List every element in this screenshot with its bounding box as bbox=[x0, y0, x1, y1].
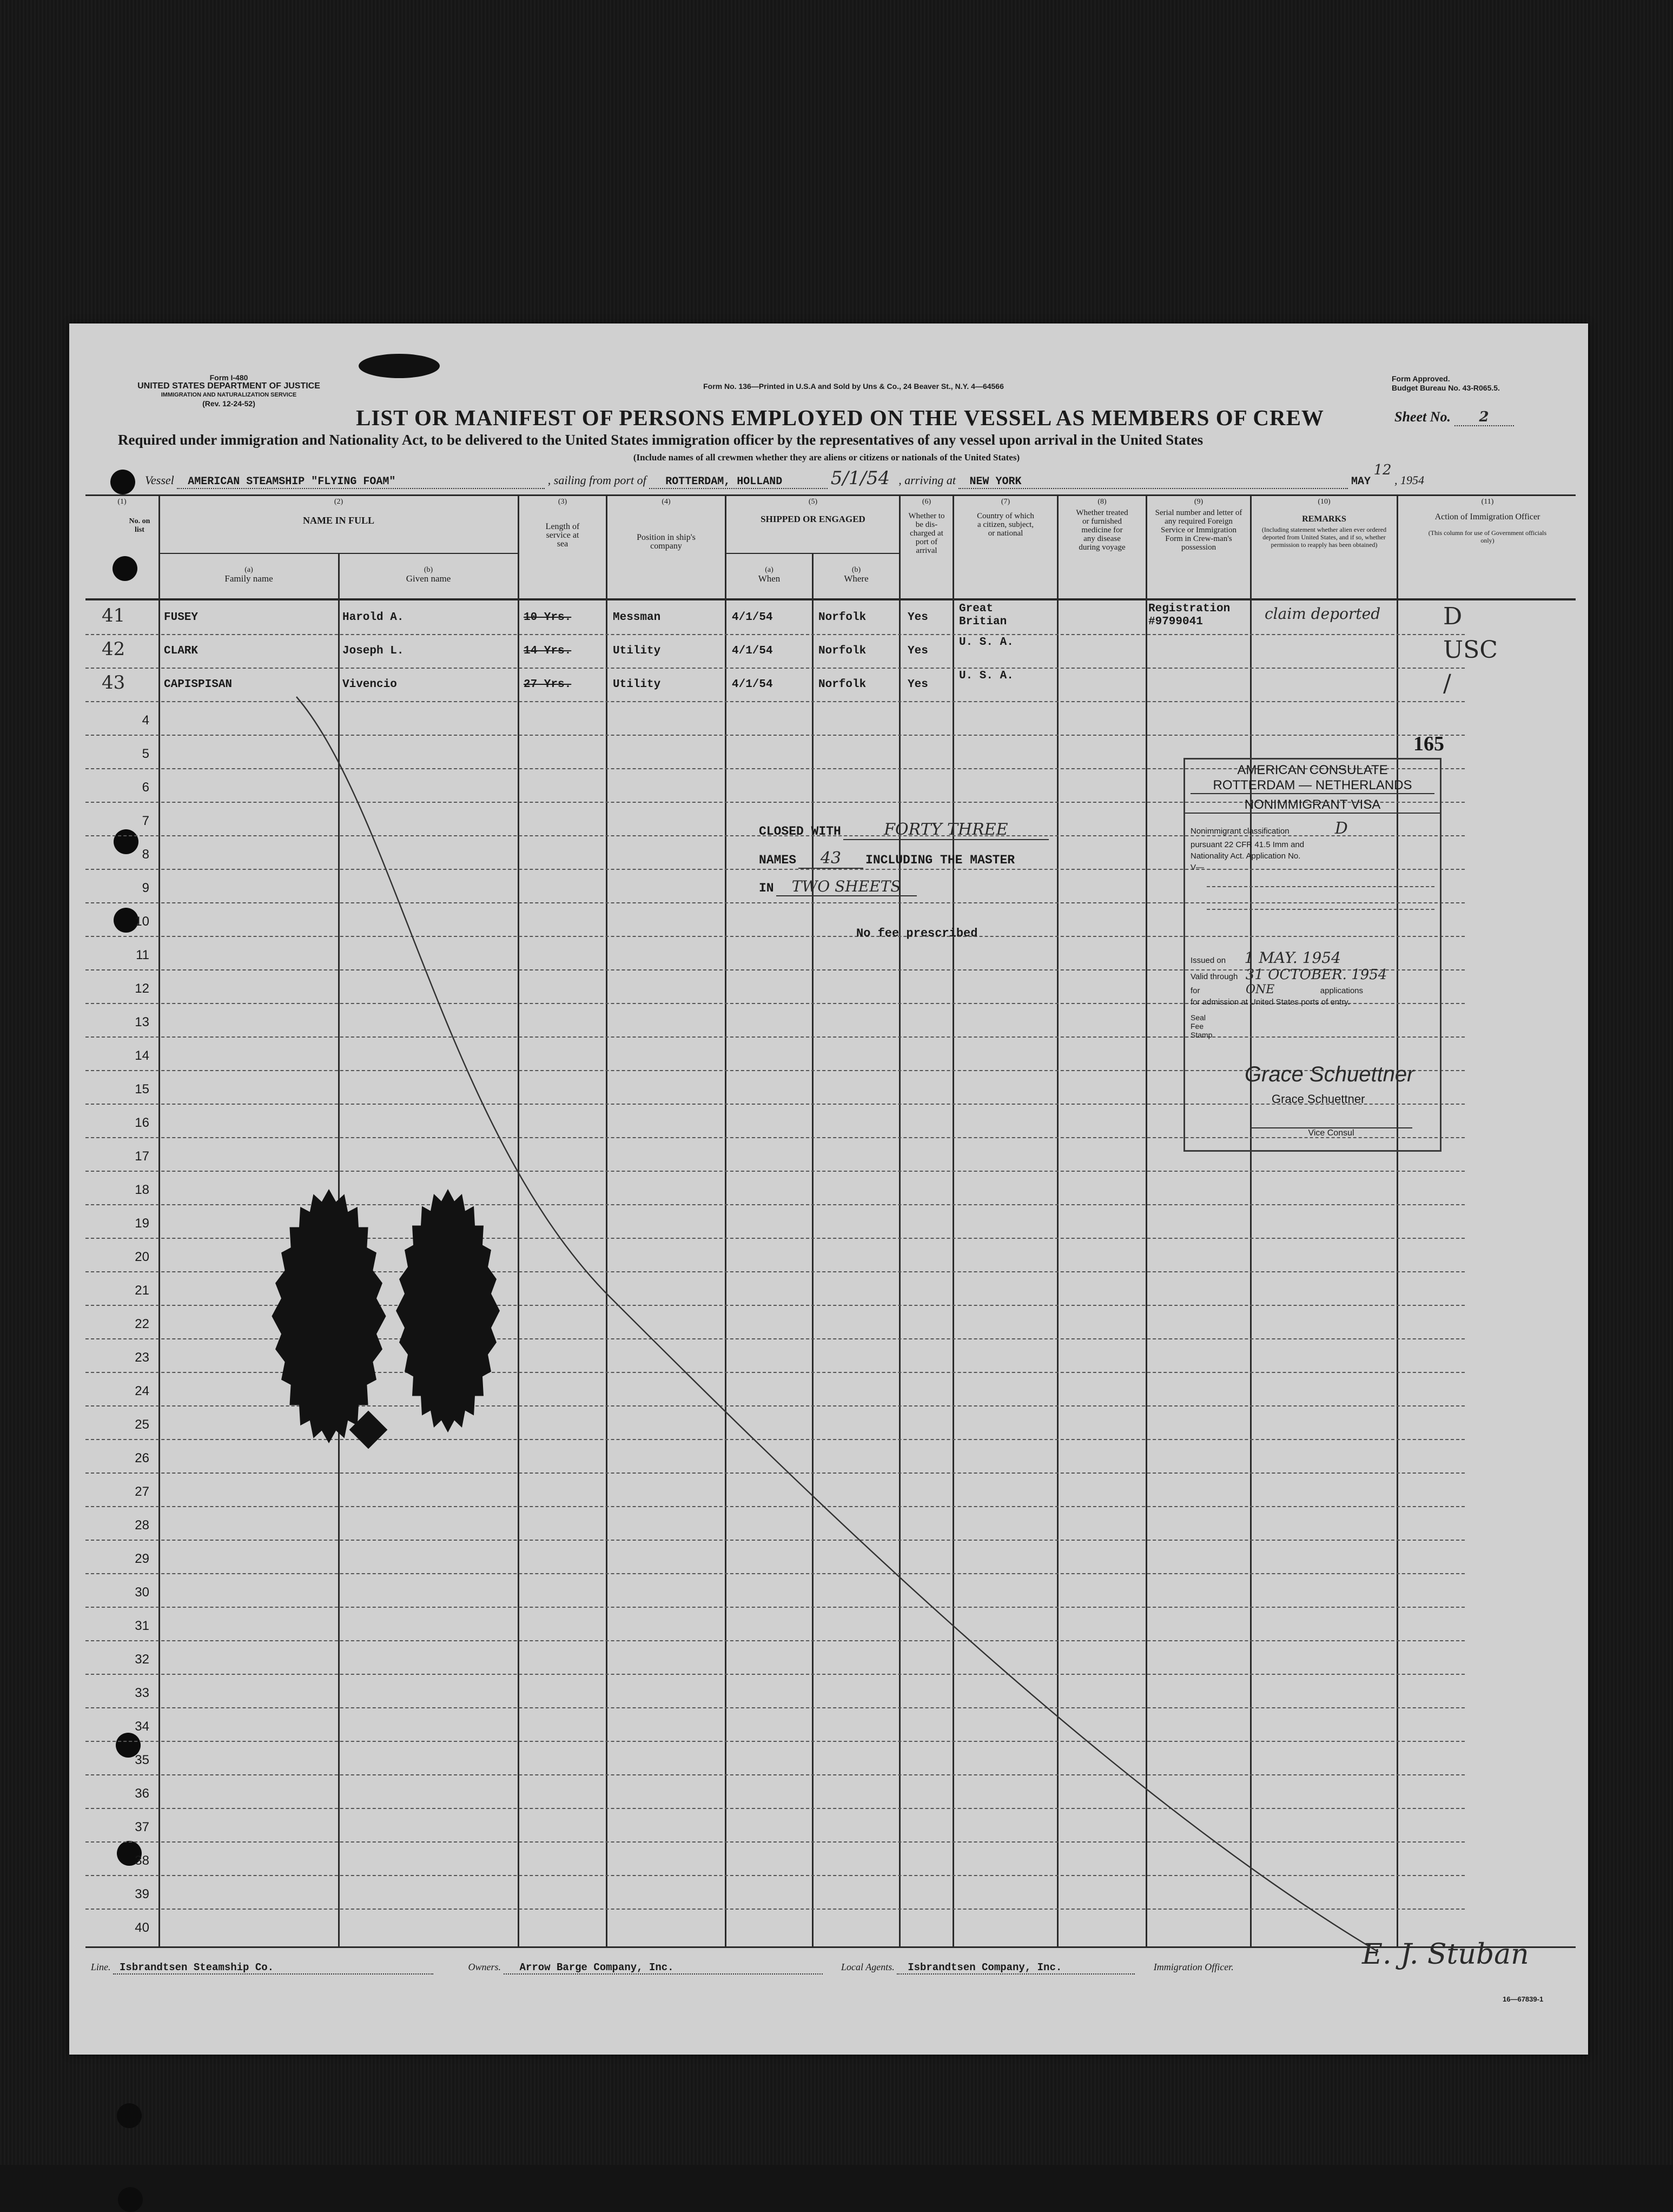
entry-shipped-where: Norfolk bbox=[818, 678, 867, 691]
row-number: 30 bbox=[135, 1585, 149, 1600]
col1-header: No. on list bbox=[129, 517, 150, 534]
col8-number: (8) bbox=[1097, 498, 1107, 506]
col2b-number: (b) bbox=[424, 566, 433, 574]
entry-country: U. S. A. bbox=[959, 670, 1014, 682]
row-number: 26 bbox=[135, 1451, 149, 1465]
vessel-name: AMERICAN STEAMSHIP "FLYING FOAM" bbox=[177, 476, 545, 489]
row-number: 7 bbox=[142, 814, 149, 828]
punch-hole bbox=[117, 2103, 142, 2128]
entry-given-name: Vivencio bbox=[342, 678, 397, 691]
names-label: NAMES bbox=[759, 853, 797, 867]
entry-number: 41 bbox=[102, 605, 125, 626]
printer-credit: Form No. 136—Printed in U.S.A and Sold by Uns & Co., 24 Beaver St., N.Y. 4—64566 bbox=[703, 382, 1004, 391]
page-stamp-number: 165 bbox=[1413, 732, 1444, 755]
local-agents-label: Local Agents. bbox=[841, 1962, 895, 1972]
immigration-officer-signature: E. J. Stuban bbox=[1362, 1938, 1529, 1971]
col10-note: (Including statement whether alien ever ordered deported from United States, and if so, whether permission to reapply has been obtained) bbox=[1261, 526, 1387, 549]
visa-type: NONIMMIGRANT VISA bbox=[1185, 797, 1440, 814]
entry-family-name: CLARK bbox=[164, 645, 199, 657]
local-agents-value: Isbrandtsen Company, Inc. bbox=[897, 1962, 1135, 1975]
entry-immigration-action: / bbox=[1443, 670, 1451, 697]
row-number: 6 bbox=[142, 780, 149, 795]
row-number: 9 bbox=[142, 881, 149, 895]
visa-for-label: for bbox=[1191, 986, 1200, 995]
visa-admission: for admission at United States ports of entry. bbox=[1191, 998, 1350, 1007]
sheet-number-label: Sheet No. bbox=[1394, 409, 1451, 425]
including-master-label: INCLUDING THE MASTER bbox=[865, 853, 1015, 867]
arriving-label: , arriving at bbox=[898, 473, 956, 487]
entry-service-length: 10 Yrs. bbox=[524, 611, 572, 624]
col9-header: Serial number and letter of any required Foreign Service or Immigration Form in Crew-man's possession bbox=[1155, 509, 1242, 552]
entry-position: Utility bbox=[613, 678, 661, 691]
col2b-header: Given name bbox=[406, 573, 451, 584]
row-number: 16 bbox=[135, 1115, 149, 1130]
entry-given-name: Joseph L. bbox=[342, 645, 404, 657]
sailing-port: ROTTERDAM, HOLLAND bbox=[649, 476, 828, 489]
row-number: 22 bbox=[135, 1317, 149, 1331]
entry-family-name: FUSEY bbox=[164, 611, 199, 624]
col5b-number: (b) bbox=[851, 566, 861, 574]
row-number: 8 bbox=[142, 847, 149, 862]
col5a-header: When bbox=[758, 573, 781, 584]
sheet-number-value: 2 bbox=[1454, 409, 1514, 426]
entry-shipped-where: Norfolk bbox=[818, 645, 867, 657]
visa-valid-value: 31 OCTOBER. 1954 bbox=[1245, 967, 1387, 983]
entry-service-length: 14 Yrs. bbox=[524, 645, 572, 657]
row-number: 35 bbox=[135, 1753, 149, 1767]
entry-family-name: CAPISPISAN bbox=[164, 678, 233, 691]
col3-number: (3) bbox=[558, 498, 567, 506]
row-number: 12 bbox=[135, 981, 149, 996]
col7-header: Country of which a citizen, subject, or national bbox=[977, 512, 1034, 538]
row-number: 39 bbox=[135, 1887, 149, 1901]
arrival-year: , 1954 bbox=[1394, 473, 1425, 487]
col10-header: REMARKS bbox=[1302, 514, 1346, 524]
col5a-number: (a) bbox=[765, 566, 773, 574]
row-number: 14 bbox=[135, 1048, 149, 1063]
row-number: 38 bbox=[135, 1853, 149, 1868]
names-count: 43 bbox=[798, 849, 863, 869]
row-number: 23 bbox=[135, 1350, 149, 1365]
visa-issued-label: Issued on bbox=[1191, 956, 1226, 965]
entry-number: 42 bbox=[102, 638, 125, 660]
entry-position: Messman bbox=[613, 611, 661, 624]
entry-shipped-when: 4/1/54 bbox=[732, 678, 773, 691]
entry-country: U. S. A. bbox=[959, 636, 1014, 649]
visa-v-label: V— bbox=[1191, 863, 1205, 872]
row-number: 37 bbox=[135, 1820, 149, 1834]
row-number: 27 bbox=[135, 1484, 149, 1499]
visa-classification-label: Nonimmigrant classification bbox=[1191, 827, 1290, 836]
footer-code: 16—67839-1 bbox=[1503, 1995, 1544, 2003]
col7-number: (7) bbox=[1001, 498, 1010, 506]
visa-consulate: AMERICAN CONSULATE bbox=[1237, 763, 1388, 777]
row-number: 29 bbox=[135, 1551, 149, 1566]
row-number: 19 bbox=[135, 1216, 149, 1231]
immigration-officer-label: Immigration Officer. bbox=[1153, 1962, 1234, 1972]
row-number: 34 bbox=[135, 1719, 149, 1734]
row-number: 4 bbox=[142, 713, 149, 728]
row-number: 31 bbox=[135, 1619, 149, 1633]
service-name: IMMIGRATION AND NATURALIZATION SERVICE bbox=[161, 392, 297, 398]
sheets-count: TWO SHEETS bbox=[776, 877, 917, 896]
row-number: 13 bbox=[135, 1015, 149, 1029]
punch-hole bbox=[118, 2187, 143, 2212]
col9-number: (9) bbox=[1194, 498, 1203, 506]
visa-applications-label: applications bbox=[1320, 986, 1363, 995]
col6-number: (6) bbox=[922, 498, 931, 506]
form-subtitle: Required under immigration and Nationality Act, to be delivered to the United States immigration officer by the representatives of any vessel upon arrival in the United States bbox=[118, 432, 1203, 448]
visa-for-value: ONE bbox=[1245, 983, 1275, 996]
vice-consul-name: Grace Schuettner bbox=[1272, 1092, 1365, 1106]
visa-classification-value: D bbox=[1334, 819, 1348, 838]
col4-number: (4) bbox=[662, 498, 671, 506]
row-number: 40 bbox=[135, 1920, 149, 1935]
col10-number: (10) bbox=[1318, 498, 1331, 506]
row-number: 18 bbox=[135, 1183, 149, 1197]
closed-with-count: FORTY THREE bbox=[843, 820, 1049, 840]
visa-nationality: Nationality Act. Application No. bbox=[1191, 851, 1301, 861]
no-fee-stamp: No fee prescribed bbox=[856, 927, 978, 940]
col8-header: Whether treated or furnished medicine for any disease during voyage bbox=[1076, 509, 1128, 552]
entry-country: Great Britian bbox=[959, 603, 1007, 628]
nonimmigrant-visa-stamp bbox=[1183, 758, 1441, 1152]
row-number: 17 bbox=[135, 1149, 149, 1164]
row-number: 32 bbox=[135, 1652, 149, 1667]
arrival-month: MAY bbox=[1351, 476, 1371, 488]
department-name: UNITED STATES DEPARTMENT OF JUSTICE bbox=[137, 381, 320, 391]
in-label: IN bbox=[759, 881, 774, 895]
sailing-date: 5/1/54 bbox=[830, 467, 890, 489]
visa-location: ROTTERDAM — NETHERLANDS bbox=[1191, 778, 1434, 794]
visa-seal-label: Seal bbox=[1191, 1013, 1206, 1022]
col11-note: (This column for use of Government officials only) bbox=[1428, 529, 1547, 544]
arrival-port: NEW YORK bbox=[958, 476, 1348, 489]
visa-pursuant: pursuant 22 CFR 41.5 Imm and bbox=[1191, 840, 1305, 849]
entry-immigration-action: D bbox=[1443, 603, 1463, 630]
row-number: 33 bbox=[135, 1686, 149, 1700]
form-revision: (Rev. 12-24-52) bbox=[202, 399, 255, 408]
entry-service-length: 27 Yrs. bbox=[524, 678, 572, 691]
col5-number: (5) bbox=[808, 498, 818, 506]
visa-issued-value: 1 MAY. 1954 bbox=[1244, 949, 1341, 967]
owners-label: Owners. bbox=[468, 1962, 501, 1972]
row-number: 24 bbox=[135, 1384, 149, 1398]
closed-with-label: CLOSED WITH bbox=[759, 824, 841, 838]
vessel-label: Vessel bbox=[145, 473, 174, 487]
cancel-diagonal-line bbox=[69, 323, 1588, 2055]
row-number: 15 bbox=[135, 1082, 149, 1097]
row-number: 10 bbox=[135, 914, 149, 929]
entry-remarks: claim deported bbox=[1265, 605, 1381, 623]
col6-header: Whether to be dis-charged at port of arrival bbox=[908, 512, 945, 555]
row-number: 28 bbox=[135, 1518, 149, 1533]
visa-fee-label: Fee bbox=[1191, 1022, 1204, 1031]
entry-serial-number: Registration #9799041 bbox=[1148, 603, 1231, 628]
entry-discharged: Yes bbox=[908, 678, 928, 691]
owners-value: Arrow Barge Company, Inc. bbox=[504, 1962, 823, 1975]
row-number: 11 bbox=[136, 948, 149, 962]
row-number: 20 bbox=[135, 1250, 149, 1264]
col3-header: Length of service at sea bbox=[545, 522, 580, 549]
entry-number: 43 bbox=[102, 672, 125, 694]
col2-header: NAME IN FULL bbox=[302, 515, 374, 526]
entry-shipped-when: 4/1/54 bbox=[732, 645, 773, 657]
form-title: LIST OR MANIFEST OF PERSONS EMPLOYED ON THE VESSEL AS MEMBERS OF CREW bbox=[356, 405, 1324, 430]
col2a-header: Family name bbox=[224, 573, 273, 584]
crew-manifest-sheet bbox=[69, 323, 1588, 2055]
line-value: Isbrandtsen Steamship Co. bbox=[113, 1962, 433, 1975]
col5b-header: Where bbox=[844, 573, 869, 584]
entry-given-name: Harold A. bbox=[342, 611, 404, 624]
col5-header: SHIPPED OR ENGAGED bbox=[761, 514, 865, 524]
vice-consul-signature: Grace Schuettner bbox=[1245, 1062, 1414, 1086]
col11-number: (11) bbox=[1481, 498, 1494, 506]
entry-position: Utility bbox=[613, 645, 661, 657]
vice-consul-title: Vice Consul bbox=[1250, 1127, 1412, 1138]
form-approved: Form Approved. bbox=[1392, 374, 1450, 383]
row-number: 21 bbox=[135, 1283, 149, 1298]
form-subnote: (Include names of all crewmen whether they are aliens or citizens or nationals of the United States) bbox=[633, 452, 1020, 463]
line-label: Line. bbox=[91, 1962, 111, 1972]
entry-shipped-where: Norfolk bbox=[818, 611, 867, 624]
visa-valid-label: Valid through bbox=[1191, 972, 1238, 981]
entry-shipped-when: 4/1/54 bbox=[732, 611, 773, 624]
col1-number: (1) bbox=[117, 498, 127, 506]
entry-discharged: Yes bbox=[908, 645, 928, 657]
row-number: 36 bbox=[135, 1786, 149, 1801]
form-number: Form I-480 bbox=[209, 373, 248, 382]
col4-header: Position in ship's company bbox=[637, 533, 696, 551]
budget-bureau: Budget Bureau No. 43-R065.5. bbox=[1392, 384, 1500, 392]
row-number: 5 bbox=[142, 747, 149, 761]
row-number: 25 bbox=[135, 1417, 149, 1432]
sailing-label: , sailing from port of bbox=[547, 473, 646, 487]
col2a-number: (a) bbox=[244, 566, 253, 574]
entry-discharged: Yes bbox=[908, 611, 928, 624]
entry-immigration-action: USC bbox=[1443, 636, 1498, 664]
visa-stamp-label: Stamp bbox=[1191, 1031, 1213, 1039]
arrival-day: 12 bbox=[1373, 462, 1392, 478]
col2-number: (2) bbox=[334, 498, 343, 506]
col11-header: Action of Immigration Officer bbox=[1434, 512, 1540, 521]
